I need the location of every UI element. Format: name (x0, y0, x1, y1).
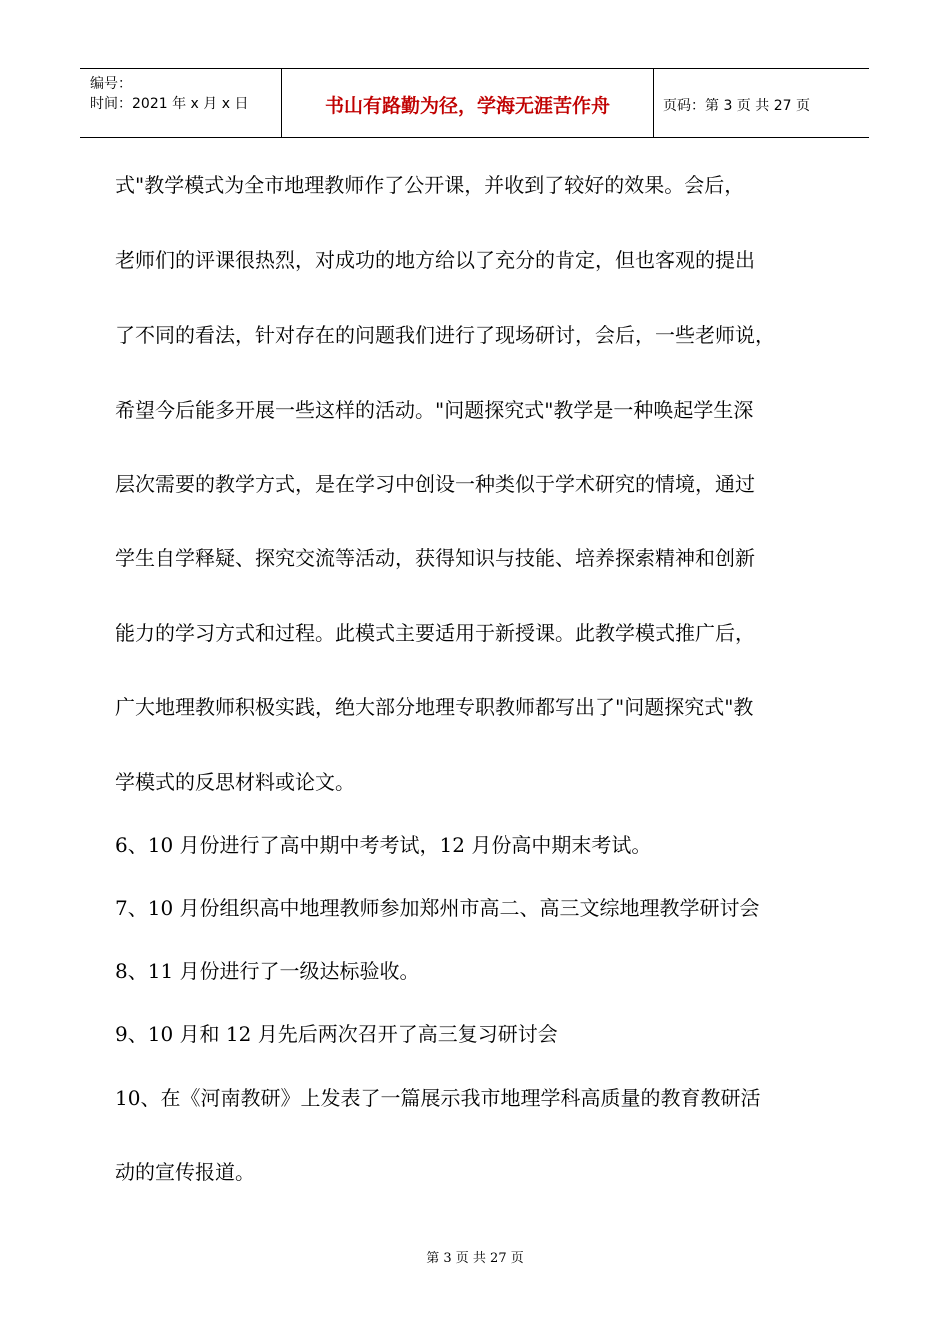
page-footer: 第 3 页 共 27 页 (426, 1251, 524, 1266)
paragraph-line: 式"教学模式为全市地理教师作了公开课，并收到了较好的效果。会后， (115, 173, 745, 197)
page-header (80, 68, 869, 138)
paragraph-line: 动的宣传报道。 (115, 1160, 255, 1184)
paragraph-line: 广大地理教师积极实践，绝大部分地理专职教师都写出了"问题探究式"教 (115, 695, 754, 719)
list-item: 9、10 月和 12 月先后两次召开了高三复习研讨会 (115, 1022, 558, 1046)
list-item: 8、11 月份进行了一级达标验收。 (115, 959, 420, 983)
paragraph-line: 能力的学习方式和过程。此模式主要适用于新授课。此教学模式推广后， (115, 621, 755, 645)
header-motto-cell (281, 69, 654, 137)
header-meta-cell (80, 69, 280, 137)
header-page-cell (653, 69, 869, 137)
motto: 书山有路勤为径，学海无涯苦作舟 (324, 95, 610, 117)
paragraph-line: 层次需要的教学方式，是在学习中创设一种类似于学术研究的情境，通过 (115, 472, 755, 496)
paragraph-line: 学生自学释疑、探究交流等活动，获得知识与技能、培养探索精神和创新 (115, 546, 755, 570)
list-item: 10、在《河南教研》上发表了一篇展示我市地理学科高质量的教育教研活 (115, 1086, 761, 1110)
page-info: 页码：第 3 页 共 27 页 (663, 98, 810, 114)
list-item: 7、10 月份组织高中地理教师参加郑州市高二、高三文综地理教学研讨会 (115, 896, 760, 920)
paragraph-line: 老师们的评课很热烈，对成功的地方给以了充分的肯定，但也客观的提出 (115, 248, 755, 272)
paragraph-line: 希望今后能多开展一些这样的活动。"问题探究式"教学是一种唤起学生深 (115, 398, 754, 422)
list-item: 6、10 月份进行了高中期中考考试，12 月份高中期末考试。 (115, 833, 652, 857)
date-label: 时间：2021 年 x 月 x 日 (90, 96, 249, 112)
paragraph-line: 了不同的看法，针对存在的问题我们进行了现场研讨，会后，一些老师说， (115, 323, 775, 347)
paragraph-line: 学模式的反思材料或论文。 (115, 770, 355, 794)
number-label: 编号： (90, 76, 132, 92)
